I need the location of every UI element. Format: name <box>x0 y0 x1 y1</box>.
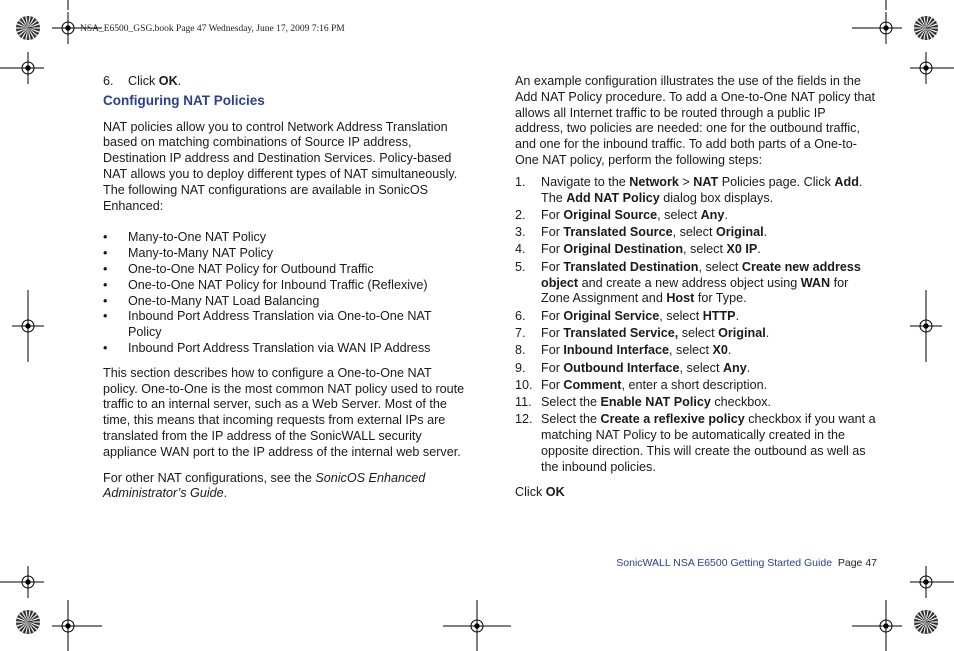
bullet-marker: • <box>103 246 108 261</box>
right-column <box>515 74 877 500</box>
step-number: 2. <box>515 207 526 222</box>
print-header: NSA_E6500_GSG.book Page 47 Wednesday, June 17, 2009 7:16 PM <box>80 24 345 34</box>
list-item-text: Many-to-One NAT Policy <box>128 230 267 245</box>
step-text: For <box>541 225 564 240</box>
list-item <box>103 294 465 310</box>
list-item-text: One-to-One NAT Policy for Outbound Traffic <box>128 261 374 276</box>
step-text: , select <box>659 308 703 323</box>
step-item <box>515 412 877 475</box>
step-text: . The <box>541 174 863 205</box>
step-number: 12. <box>515 412 533 427</box>
step-text: dialog box displays. <box>659 190 774 205</box>
step-bold: Original Destination <box>563 242 684 257</box>
step-bold: Network <box>629 174 679 189</box>
step-bold: Translated Source <box>563 225 673 240</box>
step-text: Select the <box>541 395 601 410</box>
step-bold: Add <box>834 174 859 189</box>
step-item <box>515 225 877 241</box>
list-item <box>103 230 465 246</box>
step-bold: Outbound Interface <box>563 360 680 375</box>
step-item <box>515 260 877 307</box>
step-text: select <box>678 325 719 340</box>
step-number: 3. <box>515 225 526 240</box>
step-text: checkbox if you want a matching NAT Policy to be automatically created in the opposite direction. This will create the outbound as well as the inbound policies. <box>541 412 876 474</box>
bullet-marker: • <box>103 340 108 355</box>
step-bold: Any <box>700 207 725 222</box>
step-bold: X0 <box>712 343 728 358</box>
step-item <box>515 208 877 224</box>
nat-config-list <box>103 230 465 356</box>
list-item-text: Inbound Port Address Translation via WAN IP Address <box>128 340 431 355</box>
step-text: Policies page. Click <box>718 174 835 189</box>
step-text: , enter a short description. <box>621 377 768 392</box>
step-item <box>515 361 877 377</box>
color-starburst-icon <box>16 16 40 40</box>
step-6 <box>103 74 465 90</box>
ok-label: OK <box>545 484 565 499</box>
step-text: For <box>541 377 564 392</box>
list-item <box>103 341 465 357</box>
step-bold: NAT <box>693 174 719 189</box>
step-text: For <box>541 325 564 340</box>
bullet-marker: • <box>103 277 108 292</box>
step-number: 10. <box>515 377 533 392</box>
step-text: , select <box>657 207 701 222</box>
step-text: For <box>541 242 564 257</box>
list-item-text: Many-to-Many NAT Policy <box>128 246 274 261</box>
step-text: , select <box>669 343 713 358</box>
step-bold: Original <box>718 325 766 340</box>
step-text: Select the <box>541 412 601 427</box>
step-bold: Original Service <box>563 308 660 323</box>
guide-title: SonicWALL NSA E6500 Getting Started Guide <box>616 557 833 569</box>
step-item <box>515 343 877 359</box>
step-text: , select <box>672 225 716 240</box>
step-bold: Enable NAT Policy <box>600 395 711 410</box>
steps-list <box>515 175 877 476</box>
guide-reference: SonicOS Enhanced Administrator’s Guide <box>103 470 426 501</box>
other-text: For other NAT configurations, see the <box>103 470 316 485</box>
step-item <box>515 395 877 411</box>
color-starburst-icon <box>914 610 938 634</box>
step-bold: Add NAT Policy <box>566 190 660 205</box>
step-item <box>515 242 877 258</box>
step-text: For <box>541 308 564 323</box>
step-bold: Inbound Interface <box>563 343 670 358</box>
left-column <box>103 74 465 502</box>
step-text: For <box>541 343 564 358</box>
list-item <box>103 278 465 294</box>
step-text: . <box>735 308 740 323</box>
step-number: 1. <box>515 174 526 189</box>
step-text: For <box>541 360 564 375</box>
bullet-marker: • <box>103 261 108 276</box>
step-text: . <box>727 343 732 358</box>
section-heading: Configuring NAT Policies <box>103 92 265 108</box>
step-number: 6. <box>515 308 526 323</box>
color-starburst-icon <box>16 610 40 634</box>
click-text: Click <box>515 484 546 499</box>
intro-paragraph: NAT policies allow you to control Network Address Translation based on matching combinations of Source IP address, Destination IP address and Destination Services. Policy-based NAT allows you to deploy different types of NAT simultaneously. The following NAT configurations are available in SonicOS Enhanced: <box>103 119 458 213</box>
step-item <box>515 326 877 342</box>
bullet-marker: • <box>103 309 108 324</box>
step-bold: Any <box>722 360 747 375</box>
step-text: and create a new address object using <box>578 275 801 290</box>
list-item <box>103 309 465 341</box>
list-item <box>103 246 465 262</box>
step-number: 5. <box>515 259 526 274</box>
step-text: , select <box>698 259 742 274</box>
step-bold: Original Source <box>563 207 658 222</box>
step-text: . <box>724 207 728 222</box>
step-text: > <box>678 174 694 189</box>
step-text: . <box>746 360 751 375</box>
step-text: for Type. <box>694 291 747 306</box>
page-number: Page 47 <box>837 557 877 569</box>
step-bold: Translated Destination <box>563 259 699 274</box>
step-text: . <box>757 242 761 257</box>
list-item <box>103 262 465 278</box>
step-bold: Original <box>715 225 764 240</box>
click-ok <box>515 485 877 501</box>
color-starburst-icon <box>914 16 938 40</box>
step-bold: Translated Service, <box>563 325 679 340</box>
other-text-end: . <box>223 486 228 501</box>
step-item <box>515 378 877 394</box>
step-text: , select <box>679 360 723 375</box>
step-text-end: . <box>177 74 182 88</box>
step-bold: X0 IP <box>726 242 758 257</box>
step-number: 7. <box>515 325 526 340</box>
list-item-text: One-to-One NAT Policy for Inbound Traffic (Reflexive) <box>128 277 428 292</box>
bullet-marker: • <box>103 230 108 245</box>
step-number: 11. <box>515 395 532 410</box>
step-text: checkbox. <box>710 395 772 410</box>
step-item <box>515 309 877 325</box>
step-text: . <box>763 225 768 240</box>
step-text: . <box>765 325 770 340</box>
section-paragraph: This section describes how to configure a One-to-One NAT policy. One-to-One is the most common NAT policy used to route traffic to an internal server, such as a Web Server. Most of the time, this means that incoming requests from external IPs are translated from the IP address of the SonicWALL security appliance WAN port to the IP address of the internal web server. <box>103 365 465 459</box>
step-text: Click <box>128 74 159 88</box>
step-bold: WAN <box>800 275 831 290</box>
list-item-text: One-to-Many NAT Load Balancing <box>128 293 320 308</box>
step-bold: Comment <box>563 377 622 392</box>
bullet-marker: • <box>103 293 108 308</box>
list-item-text: Inbound Port Address Translation via One-to-One NAT Policy <box>128 309 432 340</box>
step-text: For <box>541 207 564 222</box>
step-bold: Host <box>666 291 695 306</box>
step-text: Navigate to the <box>541 174 630 189</box>
step-bold: HTTP <box>702 308 736 323</box>
step-number: 6. <box>103 74 114 88</box>
step-number: 8. <box>515 343 526 358</box>
step-number: 9. <box>515 360 526 375</box>
step-number: 4. <box>515 242 526 257</box>
page-footer <box>616 557 877 569</box>
step-bold: OK <box>158 74 178 88</box>
step-bold: Create new address object <box>541 259 861 290</box>
other-config-paragraph <box>103 471 465 503</box>
step-item <box>515 175 877 207</box>
step-bold: Create a reflexive policy <box>600 412 745 427</box>
step-text: For <box>541 259 564 274</box>
step-text: for Zone Assignment and <box>541 275 849 306</box>
example-paragraph: An example configuration illustrates the use of the fields in the Add NAT Policy procedure. To add a One-to-One NAT policy that allows all Internet traffic to be routed through a public IP address, two policies are needed: one for the outbound traffic, and one for the inbound traffic. To add both parts of a One-to-One NAT policy, perform the following steps: <box>515 74 876 167</box>
step-text: , select <box>683 242 727 257</box>
